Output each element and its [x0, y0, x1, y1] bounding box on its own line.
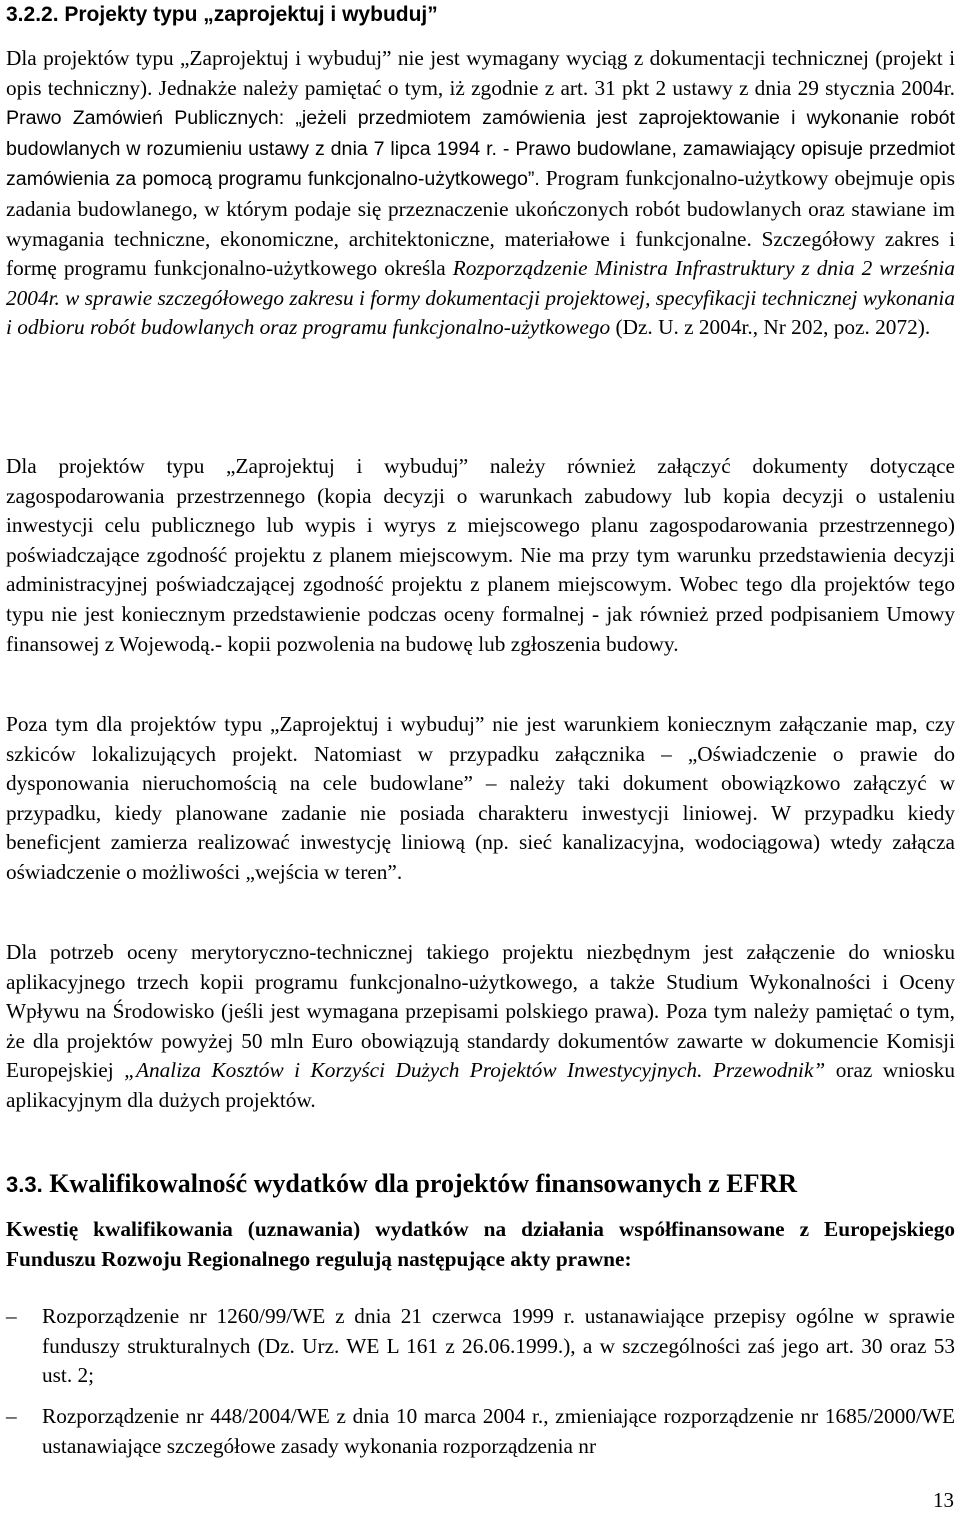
paragraph-1 — [6, 44, 955, 343]
subsection-heading: 3.2.2. Projekty typu „zaprojektuj i wybuduj” — [6, 3, 438, 26]
list-item-text: Rozporządzenie nr 1260/99/WE z dnia 21 czerwca 1999 r. ustanawiające przepisy ogólne w sprawie funduszy strukturalnych (Dz. Urz. WE L 161 z 26.06.1999.), a w szczególności zaś jego art. 30 oraz 53 ust. 2; — [42, 1304, 955, 1388]
list-item — [6, 1402, 955, 1461]
paragraph-1-citation: (Dz. U. z 2004r., Nr 202, poz. 2072). — [610, 315, 931, 340]
list-dash: – — [6, 1404, 17, 1428]
list-item-text: Rozporządzenie nr 448/2004/WE z dnia 10 marca 2004 r., zmieniające rozporządzenie nr 1685/2000/WE ustanawiające szczegółowe zasady wykonania rozporządzenia nr — [42, 1404, 955, 1458]
regulation-title: Rozporządzenie Ministra Infrastruktury z dnia 2 września 2004r. w sprawie szczegółowego zakresu i formy dokumentacji projektowej, specyfikacji technicznej wykonania i odbioru robót budowlanych oraz programu funkcjonalno-użytkowego — [6, 256, 955, 340]
paragraph-2: Dla projektów typu „Zaprojektuj i wybuduj” należy również załączyć dokumenty dotyczące zagospodarowania przestrzennego (kopia decyzji o warunkach zabudowy lub kopia decyzji o ustaleniu inwestycji celu publicznego lub wypis i wyrys z miejscowego planu zagospodarowania przestrzennego) poświadczające zgodność projektu z planem miejscowym. Nie ma przy tym warunku przedstawienia decyzji administracyjnej poświadczającej zgodność projektu z planem miejscowym. Wobec tego dla projektów tego typu nie jest koniecznym przedstawienie podczas oceny formalnej - jak również przed podpisaniem Umowy finansowej z Wojewodą.- kopii pozwolenia na budowę lub zgłoszenia budowy. — [6, 454, 955, 656]
paragraph-1-text-c: Program funkcjonalno-użytkowy obejmuje opis zadania budowlanego, w którym podaje się przeznaczenie ukończonych robót budowlanych oraz stawiane im wymagania techniczne, ekonomiczne, architektoniczne, materiałowe i funkcjonalne. Szczegółowy zakres i formę programu funkcjonalno-użytkowego określa — [6, 166, 955, 281]
paragraph-4-text-c: oraz wniosku aplikacyjnym dla dużych projektów. — [6, 1058, 955, 1112]
paragraph-3: Poza tym dla projektów typu „Zaprojektuj i wybuduj” nie jest warunkiem koniecznym załączanie map, czy szkiców lokalizujących projekt. Natomiast w przypadku załącznika – „Oświadczenie o prawie do dysponowania nieruchomością na cele budowlane” – należy taki dokument obowiązkowo załączyć w przypadku, kiedy planowane zadanie nie posiada charakteru inwestycji liniowej. W przypadku kiedy beneficjent zamierza realizować inwestycję liniową (np. sieć kanalizacyjna, wodociągowa) wtedy załącza oświadczenie o możliwości „wejścia w teren”. — [6, 712, 955, 884]
paragraph-1-text-a: Dla projektów typu „Zaprojektuj i wybuduj” nie jest wymagany wyciąg z dokumentacji technicznej (projekt i opis techniczny). Jednakże należy pamiętać o tym, iż zgodnie z art. 31 pkt 2 ustawy z dnia 29 stycznia 2004r. — [6, 46, 955, 100]
list-dash: – — [6, 1304, 17, 1328]
list-item — [6, 1302, 955, 1391]
section-number: 3.3. — [6, 1172, 43, 1197]
legal-acts-intro: Kwestię kwalifikowania (uznawania) wydatków na działania współfinansowane z Europejskiego Funduszu Rozwoju Regionalnego regulują następujące akty prawne: — [6, 1217, 955, 1271]
section-title: Kwalifikowalność wydatków dla projektów finansowanych z EFRR — [49, 1169, 798, 1198]
paragraph-4-text-a: Dla potrzeb oceny merytoryczno-technicznej takiego projektu niezbędnym jest załączenie do wniosku aplikacyjnego trzech kopii programu funkcjonalno-użytkowego, a także Studium Wykonalności i Oceny Wpływu na Środowisko (jeśli jest wymagana przepisami polskiego prawa). Poza tym należy pamiętać o tym, że dla projektów powyżej 50 mln Euro obowiązują standardy dokumentów zawarte w dokumencie Komisji Europejskiej — [6, 940, 955, 1083]
paragraph-4 — [6, 938, 955, 1116]
page-number: 13 — [933, 1488, 954, 1512]
paragraph-1-quote: Prawo Zamówień Publicznych: „jeżeli przedmiotem zamówienia jest zaprojektowanie i wykonanie robót budowlanych w rozumieniu ustawy z dnia 7 lipca 1994 r. - Prawo budowlane, zamawiający opisuje przedmiot zamówienia za pomocą programu funkcjonalno-użytkowego”. — [6, 107, 955, 191]
section-heading — [6, 1168, 797, 1201]
guide-title: „Analiza Kosztów i Korzyści Dużych Projektów Inwestycyjnych. Przewodnik” — [124, 1058, 826, 1083]
